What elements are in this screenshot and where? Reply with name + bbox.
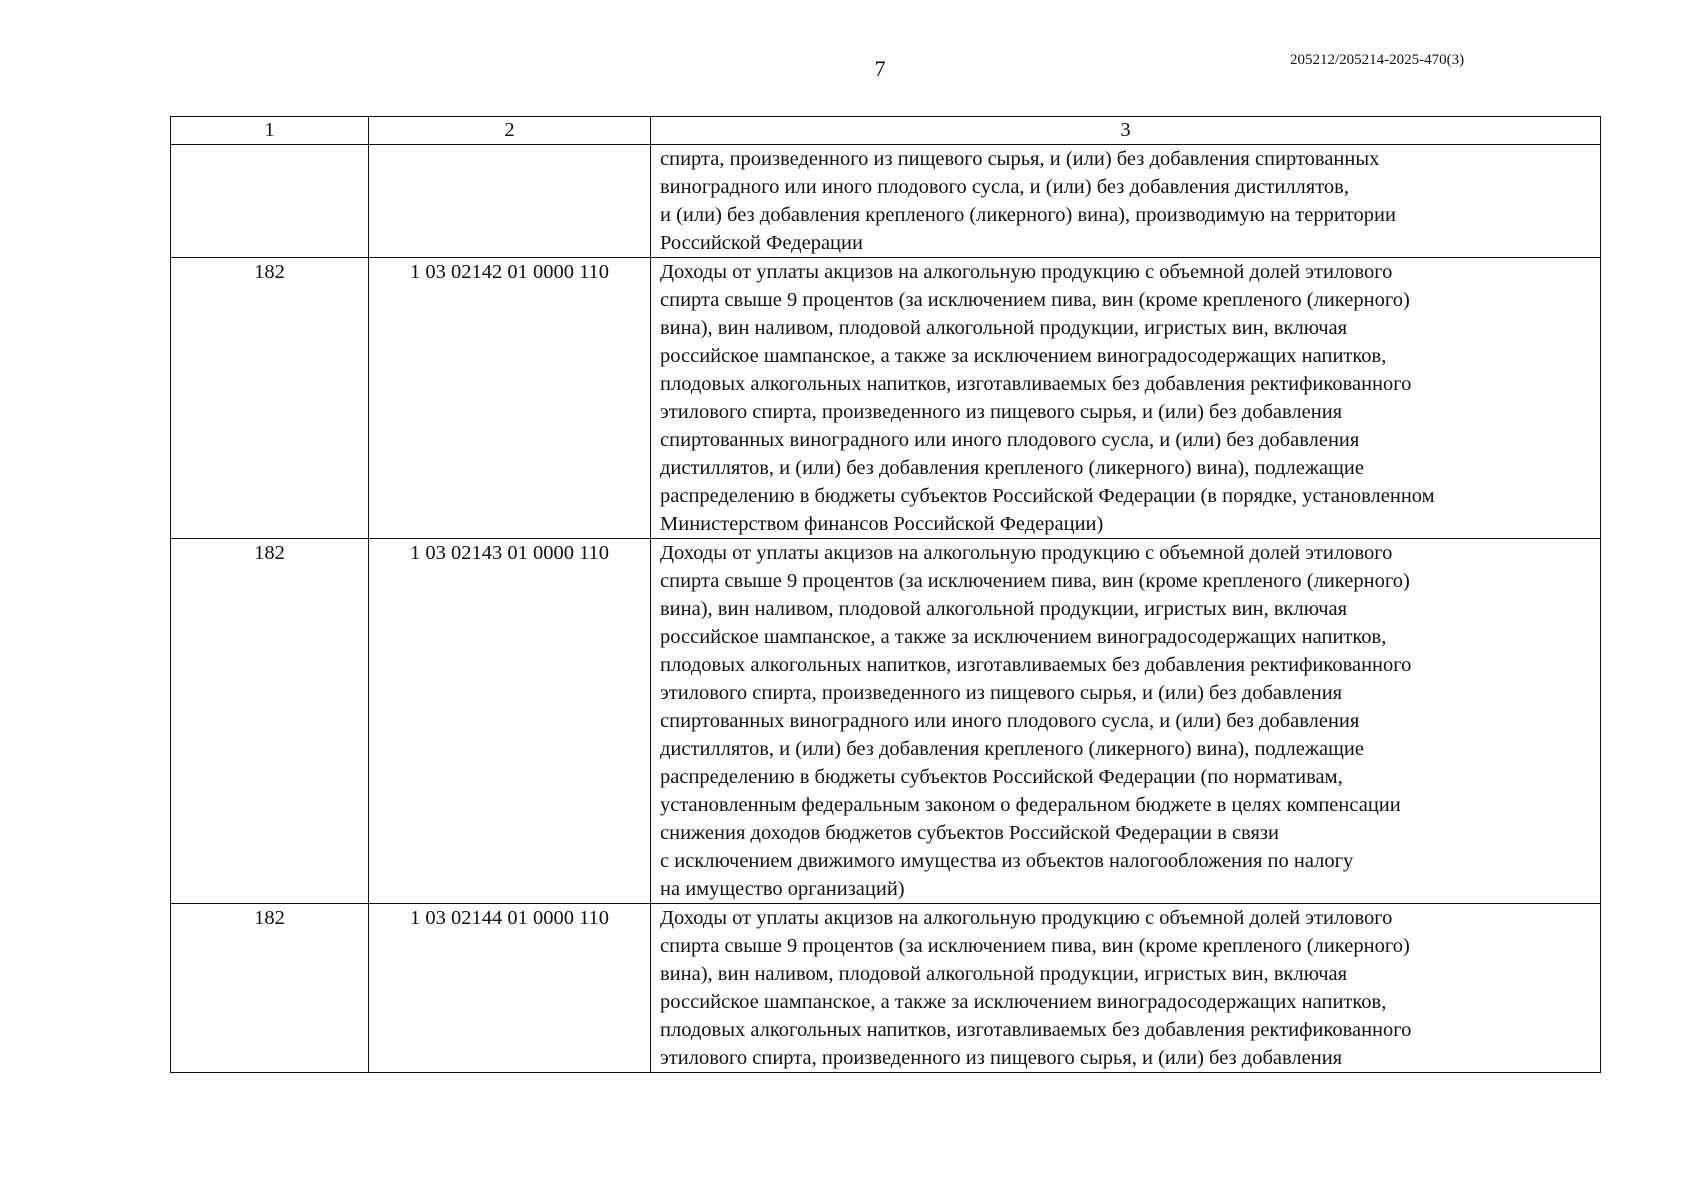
description-line: распределению в бюджеты субъектов Российской Федерации (по нормативам, [660,766,1343,788]
revenue-code-cell: 1 03 02142 01 0000 110 [369,258,651,539]
table-row [171,258,1601,539]
table-row [171,904,1601,1073]
column-header-2: 2 [369,117,651,145]
document-code: 205212/205214-2025-470(3) [1290,52,1465,68]
description-cell [651,539,1601,904]
description-line: российское шампанское, а также за исключением виноградосодержащих напитков, [660,345,1387,367]
description-line: спирта свыше 9 процентов (за исключением пива, вин (кроме крепленого (ликерного) [660,935,1410,957]
description-line: Российской Федерации [660,232,863,254]
description-line: этилового спирта, произведенного из пищевого сырья, и (или) без добавления [660,1047,1343,1069]
description-line: российское шампанское, а также за исключением виноградосодержащих напитков, [660,991,1387,1013]
description-cell [651,258,1601,539]
admin-code-cell [171,145,369,258]
description-line: Министерством финансов Российской Федерации) [660,513,1104,535]
description-line: вина), вин наливом, плодовой алкогольной продукции, игристых вин, включая [660,317,1348,339]
description-line: снижения доходов бюджетов субъектов Российской Федерации в связи [660,822,1279,844]
description-line: спиртованных виноградного или иного плодового сусла, и (или) без добавления [660,429,1360,451]
revenue-code-cell: 1 03 02144 01 0000 110 [369,904,651,1073]
description-line: спирта, произведенного из пищевого сырья, и (или) без добавления спиртованных [660,148,1380,170]
table-row [171,145,1601,258]
description-cell [651,904,1601,1073]
admin-code-cell: 182 [171,258,369,539]
description-line: Доходы от уплаты акцизов на алкогольную продукцию с объемной долей этилового [660,261,1393,283]
description-line: вина), вин наливом, плодовой алкогольной продукции, игристых вин, включая [660,598,1348,620]
description-line: этилового спирта, произведенного из пищевого сырья, и (или) без добавления [660,682,1343,704]
description-line: дистиллятов, и (или) без добавления крепленого (ликерного) вина), подлежащие [660,738,1364,760]
description-line: распределению в бюджеты субъектов Российской Федерации (в порядке, установленном [660,485,1435,507]
column-header-3: 3 [651,117,1601,145]
revenue-codes-table [170,116,1601,1073]
column-header-1: 1 [171,117,369,145]
description-line: российское шампанское, а также за исключением виноградосодержащих напитков, [660,626,1387,648]
table-header-row [171,117,1601,145]
description-line: с исключением движимого имущества из объектов налогообложения по налогу [660,850,1354,872]
description-line: Доходы от уплаты акцизов на алкогольную продукцию с объемной долей этилового [660,907,1393,929]
description-line: спирта свыше 9 процентов (за исключением пива, вин (кроме крепленого (ликерного) [660,289,1410,311]
revenue-code-cell [369,145,651,258]
revenue-code-cell: 1 03 02143 01 0000 110 [369,539,651,904]
description-line: этилового спирта, произведенного из пищевого сырья, и (или) без добавления [660,401,1343,423]
description-line: виноградного или иного плодового сусла, и (или) без добавления дистиллятов, [660,176,1349,198]
description-line: на имущество организаций) [660,878,905,900]
description-line: плодовых алкогольных напитков, изготавливаемых без добавления ректификованного [660,1019,1412,1041]
admin-code-cell: 182 [171,904,369,1073]
admin-code-cell: 182 [171,539,369,904]
description-line: спиртованных виноградного или иного плодового сусла, и (или) без добавления [660,710,1360,732]
description-line: спирта свыше 9 процентов (за исключением пива, вин (кроме крепленого (ликерного) [660,570,1410,592]
description-cell [651,145,1601,258]
description-line: вина), вин наливом, плодовой алкогольной продукции, игристых вин, включая [660,963,1348,985]
page-number: 7 [874,56,886,81]
description-line: плодовых алкогольных напитков, изготавливаемых без добавления ректификованного [660,654,1412,676]
description-line: дистиллятов, и (или) без добавления крепленого (ликерного) вина), подлежащие [660,457,1364,479]
description-line: плодовых алкогольных напитков, изготавливаемых без добавления ректификованного [660,373,1412,395]
description-line: установленным федеральным законом о федеральном бюджете в целях компенсации [660,794,1401,816]
table-row [171,539,1601,904]
description-line: и (или) без добавления крепленого (ликерного) вина), производимую на территории [660,204,1396,226]
description-line: Доходы от уплаты акцизов на алкогольную продукцию с объемной долей этилового [660,542,1393,564]
